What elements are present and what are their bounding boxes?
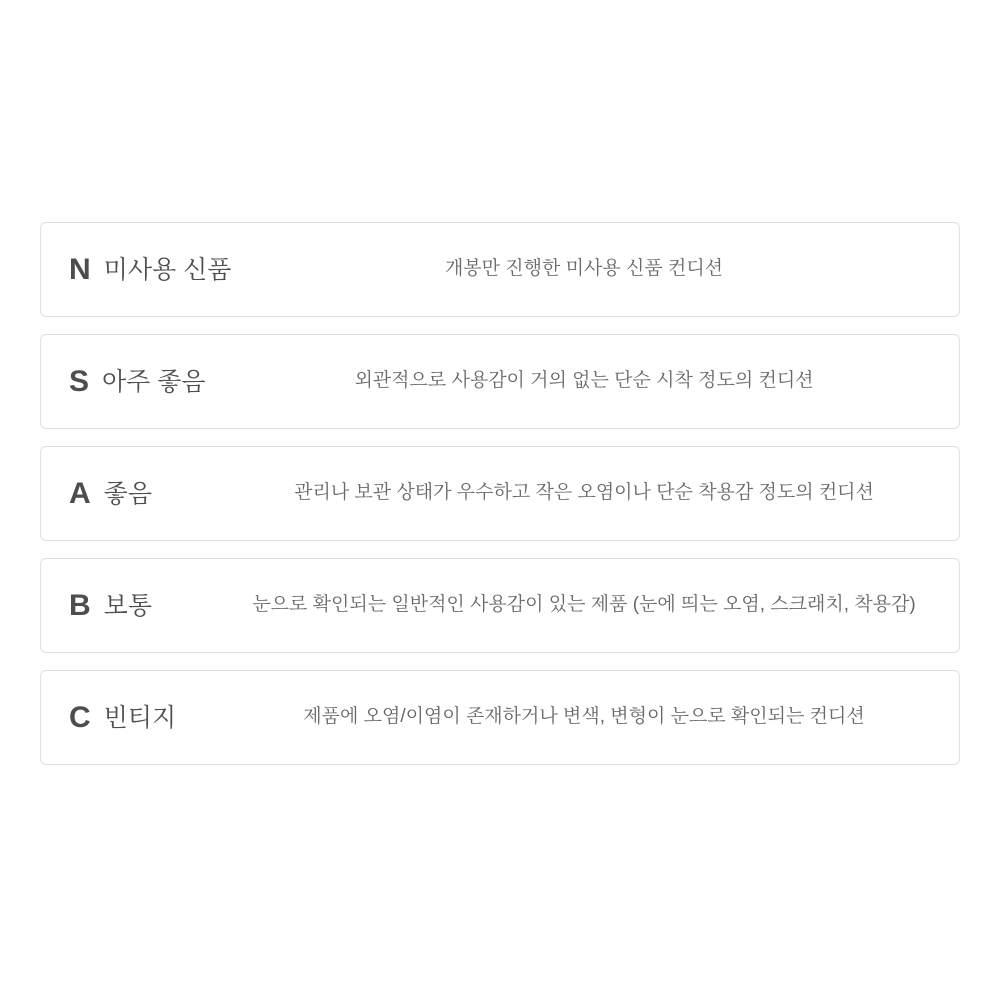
condition-grade-card: [40, 670, 960, 765]
grade-letter: A: [69, 476, 91, 510]
grade-letter: N: [69, 252, 91, 286]
condition-grade-card: [40, 558, 960, 653]
grade-label: [69, 252, 237, 286]
grade-letter: B: [69, 588, 91, 622]
condition-grade-card: [40, 446, 960, 541]
grade-name: 빈티지: [103, 703, 177, 732]
grade-letter: S: [69, 364, 90, 398]
grade-label: [69, 588, 237, 622]
grade-label: [69, 364, 237, 398]
grade-description: 외관적으로 사용감이 거의 없는 단순 시착 정도의 컨디션: [354, 370, 814, 392]
grade-label: [69, 700, 237, 734]
grade-description: 제품에 오염/이염이 존재하거나 변색, 변형이 눈으로 확인되는 컨디션: [303, 706, 865, 728]
condition-grade-card: [40, 222, 960, 317]
condition-grade-list: [40, 222, 960, 765]
grade-description: 개봉만 진행한 미사용 신품 컨디션: [444, 258, 724, 280]
grade-description: 관리나 보관 상태가 우수하고 작은 오염이나 단순 착용감 정도의 컨디션: [294, 482, 874, 504]
grade-name: 아주 좋음: [102, 367, 206, 396]
grade-name: 보통: [103, 591, 152, 620]
condition-grade-card: [40, 334, 960, 429]
grade-letter: C: [69, 700, 91, 734]
grade-name: 좋음: [103, 479, 152, 508]
grade-name: 미사용 신품: [103, 255, 232, 284]
grade-description: 눈으로 확인되는 일반적인 사용감이 있는 제품 (눈에 띄는 오염, 스크래치, 착용감): [252, 594, 916, 616]
grade-label: [69, 476, 237, 510]
